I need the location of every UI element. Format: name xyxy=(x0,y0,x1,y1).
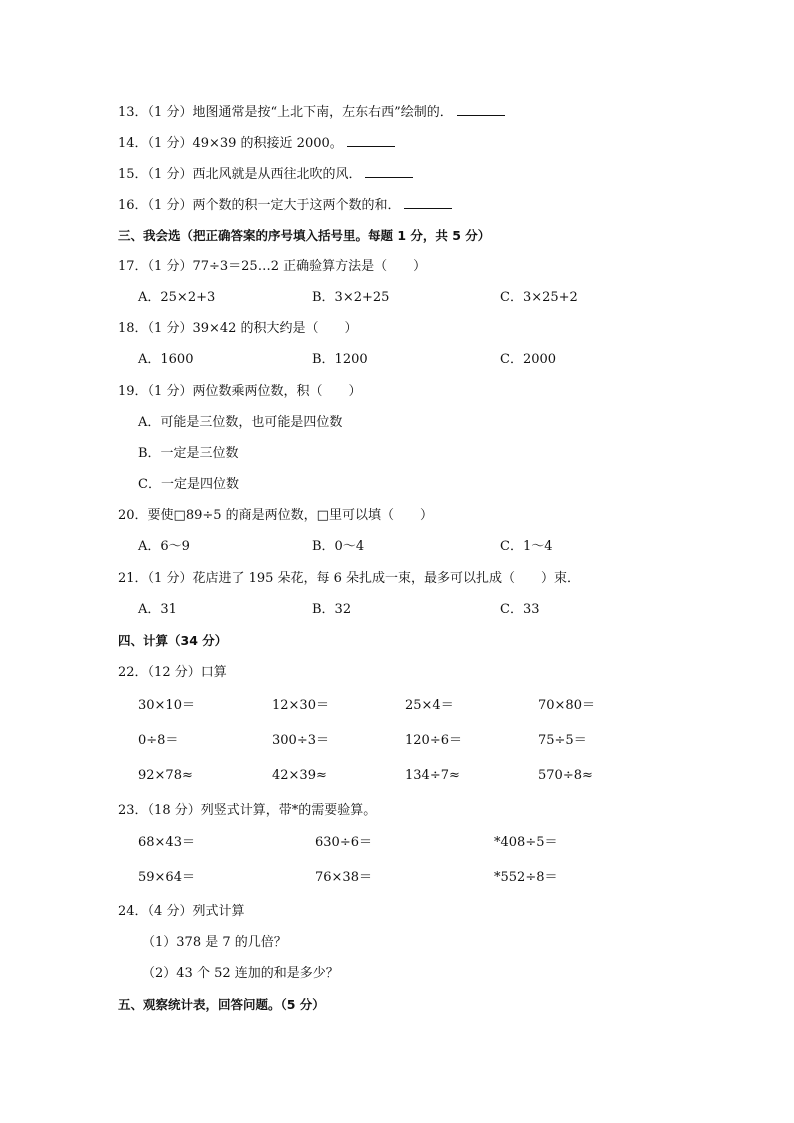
question-14-text: 14．（1 分）49×39 的积接近 2000。 xyxy=(118,136,343,151)
answer-blank-16[interactable] xyxy=(404,196,452,209)
question-16 xyxy=(118,196,452,215)
question-18-text: 18．（1 分）39×42 的积大约是（ ） xyxy=(118,321,358,336)
question-18-option-b[interactable]: B．1200 xyxy=(312,352,368,367)
mental-math-item: 134÷7≈ xyxy=(405,768,460,783)
mental-math-item: 300÷3＝ xyxy=(272,733,329,748)
mental-math-item: 120÷6＝ xyxy=(405,733,462,748)
mental-math-item: 30×10＝ xyxy=(138,698,195,713)
question-19-option-a[interactable]: A．可能是三位数，也可能是四位数 xyxy=(138,415,343,430)
section-3-heading: 三、我会选（把正确答案的序号填入括号里。每题 1 分，共 5 分） xyxy=(118,228,491,243)
question-18-option-c[interactable]: C．2000 xyxy=(500,352,557,367)
section-5-heading: 五、观察统计表，回答问题。（5 分） xyxy=(118,997,325,1012)
question-15 xyxy=(118,165,413,184)
answer-blank-14[interactable] xyxy=(347,134,395,147)
mental-math-item: 25×4＝ xyxy=(405,698,454,713)
vertical-calc-item: 76×38＝ xyxy=(315,870,372,885)
mental-math-item: 0÷8＝ xyxy=(138,733,179,748)
vertical-calc-item: 630÷6＝ xyxy=(315,835,372,850)
question-24-sub-1: （1）378 是 7 的几倍？ xyxy=(142,935,287,950)
mental-math-item: 75÷5＝ xyxy=(538,733,587,748)
question-21-option-b[interactable]: B．32 xyxy=(312,602,352,617)
question-19-option-c[interactable]: C．一定是四位数 xyxy=(138,477,239,492)
question-24-sub-2: （2）43 个 52 连加的和是多少？ xyxy=(142,966,339,981)
question-14 xyxy=(118,134,395,153)
mental-math-item: 12×30＝ xyxy=(272,698,329,713)
question-24-text: 24．（4 分）列式计算 xyxy=(118,904,245,919)
question-16-text: 16．（1 分）两个数的积一定大于这两个数的和． xyxy=(118,198,401,213)
mental-math-item: 42×39≈ xyxy=(272,768,327,783)
question-15-text: 15．（1 分）西北风就是从西往北吹的风． xyxy=(118,167,362,182)
question-20-text: 20．要使□89÷5 的商是两位数，□里可以填（ ） xyxy=(118,508,433,523)
question-17-text: 17．（1 分）77÷3＝25…2 正确验算方法是（ ） xyxy=(118,259,427,274)
question-13 xyxy=(118,103,505,122)
question-20-option-c[interactable]: C．1～4 xyxy=(500,539,553,554)
answer-blank-15[interactable] xyxy=(365,165,413,178)
question-21-option-a[interactable]: A．31 xyxy=(138,602,177,617)
vertical-calc-item: *552÷8＝ xyxy=(494,870,558,885)
question-18-option-a[interactable]: A．1600 xyxy=(138,352,194,367)
question-20-option-a[interactable]: A．6～9 xyxy=(138,539,190,554)
question-17-option-b[interactable]: B．3×2+25 xyxy=(312,290,390,305)
mental-math-item: 570÷8≈ xyxy=(538,768,593,783)
question-23-text: 23．（18 分）列竖式计算，带*的需要验算。 xyxy=(118,803,377,818)
question-19-text: 19．（1 分）两位数乘两位数，积（ ） xyxy=(118,384,362,399)
question-20-option-b[interactable]: B．0～4 xyxy=(312,539,365,554)
vertical-calc-item: 59×64＝ xyxy=(138,870,195,885)
vertical-calc-item: 68×43＝ xyxy=(138,835,195,850)
mental-math-item: 70×80＝ xyxy=(538,698,595,713)
question-17-option-c[interactable]: C．3×25+2 xyxy=(500,290,578,305)
question-19-option-b[interactable]: B．一定是三位数 xyxy=(138,446,239,461)
question-22-text: 22．（12 分）口算 xyxy=(118,665,227,680)
mental-math-item: 92×78≈ xyxy=(138,768,193,783)
question-17-option-a[interactable]: A．25×2+3 xyxy=(138,290,216,305)
question-21-text: 21．（1 分）花店进了 195 朵花，每 6 朵扎成一束，最多可以扎成（ ）束． xyxy=(118,571,581,586)
section-4-heading: 四、计算（34 分） xyxy=(118,633,228,648)
vertical-calc-item: *408÷5＝ xyxy=(494,835,558,850)
answer-blank-13[interactable] xyxy=(457,103,505,116)
question-21-option-c[interactable]: C．33 xyxy=(500,602,540,617)
question-13-text: 13．（1 分）地图通常是按“上北下南，左东右西”绘制的． xyxy=(118,105,453,120)
